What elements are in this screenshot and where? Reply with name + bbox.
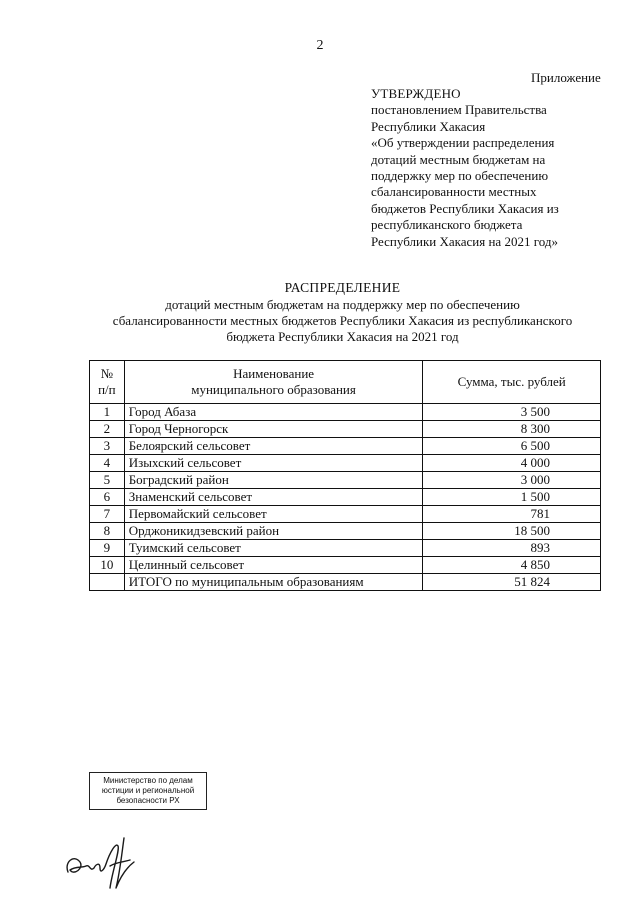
subtitle-line: бюджета Республики Хакасия на 2021 год (226, 329, 459, 344)
document-title: РАСПРЕДЕЛЕНИЕ (284, 280, 401, 295)
row-name: Белоярский сельсовет (124, 438, 423, 455)
row-sum: 4 850 (423, 557, 601, 574)
row-sum: 4 000 (423, 455, 601, 472)
table-row (90, 540, 601, 557)
row-sum: 3 500 (423, 404, 601, 421)
approval-line: «Об утверждении распределения (371, 135, 555, 151)
table-row (90, 404, 601, 421)
approval-line: бюджетов Республики Хакасия из (371, 200, 559, 216)
approval-block (371, 86, 559, 250)
distribution-table (89, 360, 601, 591)
subtitle-line: сбалансированности местных бюджетов Республики Хакасия из республиканского (112, 313, 573, 328)
row-name: Город Черногорск (124, 421, 423, 438)
row-name: Первомайский сельсовет (124, 506, 423, 523)
row-num: 9 (90, 540, 125, 557)
row-name: Знаменский сельсовет (124, 489, 423, 506)
table-header-row (90, 361, 601, 404)
approval-line: постановлением Правительства (371, 102, 547, 118)
row-num: 7 (90, 506, 125, 523)
approval-line: республиканского бюджета (371, 217, 523, 233)
row-sum: 8 300 (423, 421, 601, 438)
row-num: 3 (90, 438, 125, 455)
row-num: 2 (90, 421, 125, 438)
header-sum: Сумма, тыс. рублей (423, 361, 601, 404)
table-row (90, 455, 601, 472)
row-sum: 6 500 (423, 438, 601, 455)
row-name: Целинный сельсовет (124, 557, 423, 574)
row-sum: 3 000 (423, 472, 601, 489)
header-num-line2: п/п (98, 382, 116, 397)
ministry-stamp (89, 772, 207, 810)
row-sum: 781 (423, 506, 601, 523)
approval-line: поддержку мер по обеспечению (371, 168, 549, 184)
row-num: 10 (90, 557, 125, 574)
table-row (90, 472, 601, 489)
row-sum: 893 (423, 540, 601, 557)
table-total-row (90, 574, 601, 591)
stamp-line: безопасности РХ (116, 796, 180, 805)
row-sum: 18 500 (423, 523, 601, 540)
row-num: 8 (90, 523, 125, 540)
table-row (90, 438, 601, 455)
row-name: Изыхский сельсовет (124, 455, 423, 472)
appendix-label: Приложение (531, 70, 601, 85)
approval-line: Республики Хакасия на 2021 год» (371, 233, 558, 249)
total-num (90, 574, 125, 591)
row-name: Туимский сельсовет (124, 540, 423, 557)
stamp-line: Министерство по делам (103, 776, 193, 785)
page-number: 2 (316, 38, 324, 53)
row-name: Орджоникидзевский район (124, 523, 423, 540)
approval-line: дотаций местным бюджетам на (371, 151, 546, 167)
signature-icon (60, 832, 150, 892)
row-sum: 1 500 (423, 489, 601, 506)
total-sum: 51 824 (423, 574, 601, 591)
approval-line: Республики Хакасия (371, 118, 486, 134)
header-name-line1: Наименование (233, 366, 315, 381)
table-row (90, 506, 601, 523)
row-name: Город Абаза (124, 404, 423, 421)
table-row (90, 489, 601, 506)
stamp-line: юстиции и региональной (101, 786, 195, 795)
table-row (90, 421, 601, 438)
row-num: 4 (90, 455, 125, 472)
document-title-block (80, 280, 605, 345)
approved-heading: УТВЕРЖДЕНО (371, 86, 461, 101)
header-name (124, 361, 423, 404)
row-num: 5 (90, 472, 125, 489)
row-name: Боградский район (124, 472, 423, 489)
header-num (90, 361, 125, 404)
row-num: 1 (90, 404, 125, 421)
row-num: 6 (90, 489, 125, 506)
header-name-line2: муниципального образования (191, 382, 356, 397)
table-row (90, 523, 601, 540)
subtitle-line: дотаций местным бюджетам на поддержку мер по обеспечению (165, 297, 520, 312)
total-name: ИТОГО по муниципальным образованиям (124, 574, 423, 591)
table-row (90, 557, 601, 574)
header-num-line1: № (100, 366, 114, 381)
approval-line: сбалансированности местных (371, 184, 537, 200)
